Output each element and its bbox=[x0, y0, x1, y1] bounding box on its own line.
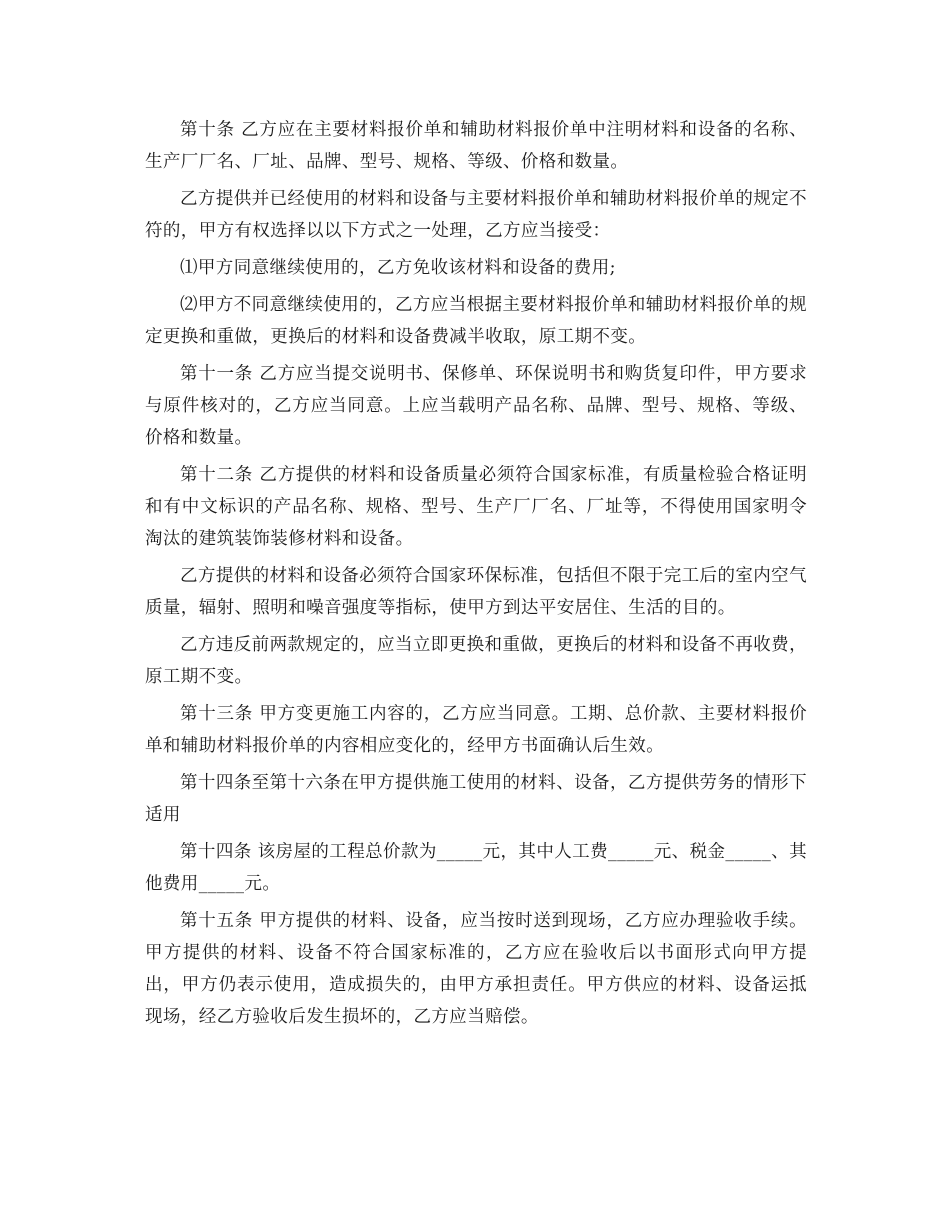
paragraph-article-15: 第十五条 甲方提供的材料、设备，应当按时送到现场，乙方应办理验收手续。甲方提供的材料、设备不符合国家标准的，乙方应在验收后以书面形式向甲方提出，甲方仍表示使用，造成损失的，由甲方承担责任。甲方供应的材料、设备运抵现场，经乙方验收后发生损坏的，乙方应当赔偿。 bbox=[145, 911, 807, 1027]
paragraph-article-14: 第十四条 该房屋的工程总价款为_____元，其中人工费_____元、税金_____、其他费用_____元。 bbox=[145, 842, 807, 894]
document-body bbox=[145, 114, 807, 1038]
paragraph-environmental-standards: 乙方提供的材料和设备必须符合国家环保标准，包括但不限于完工后的室内空气质量，辐射、照明和噪音强度等指标，使甲方到达平安居住、生活的目的。 bbox=[145, 566, 807, 618]
paragraph-article-11: 第十一条 乙方应当提交说明书、保修单、环保说明书和购货复印件，甲方要求与原件核对的，乙方应当同意。上应当载明产品名称、品牌、型号、规格、等级、价格和数量。 bbox=[145, 364, 807, 448]
paragraph-violation-remedy: 乙方违反前两款规定的，应当立即更换和重做，更换后的材料和设备不再收费，原工期不变。 bbox=[145, 635, 807, 687]
paragraph-option-2: ⑵甲方不同意继续使用的，乙方应当根据主要材料报价单和辅助材料报价单的规定更换和重做，更换后的材料和设备费减半收取，原工期不变。 bbox=[145, 295, 807, 347]
paragraph-article-10: 第十条 乙方应在主要材料报价单和辅助材料报价单中注明材料和设备的名称、生产厂厂名、厂址、品牌、型号、规格、等级、价格和数量。 bbox=[145, 120, 807, 172]
paragraph-article-12: 第十二条 乙方提供的材料和设备质量必须符合国家标准，有质量检验合格证明和有中文标识的产品名称、规格、型号、生产厂厂名、厂址等，不得使用国家明令淘汰的建筑装饰装修材料和设备。 bbox=[145, 465, 807, 549]
paragraph-article-13: 第十三条 甲方变更施工内容的，乙方应当同意。工期、总价款、主要材料报价单和辅助材料报价单的内容相应变化的，经甲方书面确认后生效。 bbox=[145, 704, 807, 756]
paragraph-option-1: ⑴甲方同意继续使用的，乙方免收该材料和设备的费用; bbox=[180, 258, 616, 278]
paragraph-nonconforming-materials: 乙方提供并已经使用的材料和设备与主要材料报价单和辅助材料报价单的规定不符的，甲方有权选择以以下方式之一处理，乙方应当接受： bbox=[145, 189, 807, 241]
paragraph-applicability-note: 第十四条至第十六条在甲方提供施工使用的材料、设备，乙方提供劳务的情形下适用 bbox=[145, 773, 807, 825]
